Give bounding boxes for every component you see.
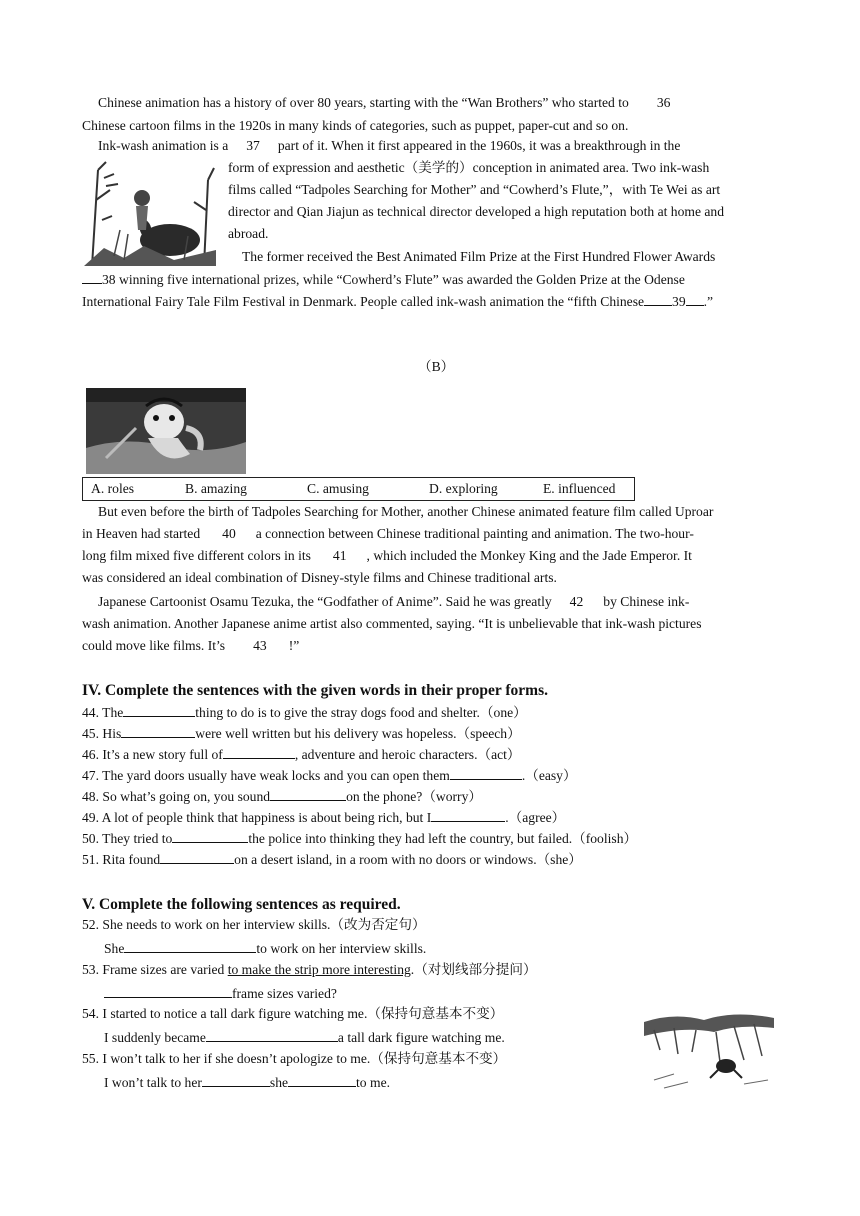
question-46: 46. It’s a new story full of , adventure and heroic characters.（act）: [82, 744, 521, 765]
word-bank-box: [82, 477, 635, 501]
section-iv-heading: IV. Complete the sentences with the given words in their proper forms.: [82, 682, 548, 699]
blank-37: 37: [246, 138, 260, 153]
blank-36: 36: [656, 95, 671, 110]
blank-39: 39: [672, 294, 686, 309]
option-e: E. influenced: [543, 481, 616, 496]
answer-blank[interactable]: [123, 702, 195, 717]
option-b: B. amazing: [185, 481, 247, 496]
paragraph-b2-line3: could move like films. It’s 43 !”: [82, 638, 300, 653]
answer-blank[interactable]: [121, 723, 195, 738]
question-48: 48. So what’s going on, you sound on the phone?（worry）: [82, 786, 482, 807]
paragraph-a2-line2: form of expression and aesthetic（美学的）conception in animated area. Two ink-wash: [228, 160, 710, 175]
answer-blank[interactable]: [431, 807, 505, 822]
question-54: 54. I started to notice a tall dark figure watching me.（保持句意基本不变）: [82, 1006, 504, 1021]
answer-blank[interactable]: [288, 1072, 356, 1087]
answer-52: She to work on her interview skills.: [104, 938, 426, 959]
paragraph-a2-line5: abroad.: [228, 226, 269, 241]
question-52: 52. She needs to work on her interview skills.（改为否定句）: [82, 917, 426, 932]
question-53: 53. Frame sizes are varied to make the strip more interesting.（对划线部分提问）: [82, 962, 537, 977]
answer-blank[interactable]: [450, 765, 522, 780]
paragraph-a2-line3: films called “Tadpoles Searching for Mother” and “Cowherd’s Flute,”，with Te Wei as art: [228, 182, 721, 197]
answer-blank[interactable]: [104, 983, 232, 998]
blank-41: 41: [332, 548, 347, 563]
paragraph-a1: Chinese animation has a history of over 80 years, starting with the “Wan Brothers” who started to 36 Chinese cartoon films in the 1920s in many kinds of categories, such as puppet, paper-cut and so on.: [82, 95, 671, 133]
answer-blank[interactable]: [124, 938, 256, 953]
paragraph-a3-line2: 38 winning five international prizes, while “Cowherd’s Flute” was awarded the Golden Prize at the Odense: [82, 269, 685, 290]
tadpole-illustration: [84, 160, 216, 266]
paragraph-b2-line1: Japanese Cartoonist Osamu Tezuka, the “Godfather of Anime”. Said he was greatly 42 by Chinese ink-: [98, 594, 690, 609]
question-51: 51. Rita found on a desert island, in a room with no doors or windows.（she）: [82, 849, 582, 870]
paragraph-a3-line3: International Fairy Tale Film Festival in Denmark. People called ink-wash animation the “fifth Chinese 39 .”: [82, 291, 713, 312]
answer-53: frame sizes varied?: [104, 983, 337, 1004]
blank-38: 38: [102, 272, 116, 287]
blank-43: 43: [253, 638, 267, 653]
question-45: 45. His were well written but his delivery was hopeless.（speech）: [82, 723, 521, 744]
paragraph-b1-line4: was considered an ideal combination of Disney-style films and Chinese traditional arts.: [82, 570, 557, 585]
blank-40: 40: [222, 526, 236, 541]
paragraph-b1-line3: long film mixed five different colors in its 41 , which included the Monkey King and the Jade Emperor. It: [82, 548, 692, 563]
answer-55: I won’t talk to her she to me.: [104, 1072, 390, 1093]
answer-blank[interactable]: [206, 1027, 338, 1042]
ink-wash-frog-illustration: [644, 1010, 774, 1094]
paragraph-a2-line1: Ink-wash animation is a 37 part of it. When it first appeared in the 1960s, it was a breakthrough in the: [98, 138, 681, 153]
uproar-in-heaven-illustration: [86, 388, 246, 474]
option-a: A. roles: [91, 481, 135, 496]
question-55: 55. I won’t talk to her if she doesn’t apologize to me.（保持句意基本不变）: [82, 1051, 507, 1066]
blank-42: 42: [569, 594, 584, 609]
question-44: 44. The thing to do is to give the stray dogs food and shelter.（one）: [82, 702, 527, 723]
question-50: 50. They tried to the police into thinking they had left the country, but failed.（foolish）: [82, 828, 637, 849]
section-v-heading: V. Complete the following sentences as required.: [82, 896, 401, 913]
paragraph-b2-line2: wash animation. Another Japanese anime artist also commented, saying. “It is unbelievable that ink-wash pictures: [82, 616, 702, 631]
question-49: 49. A lot of people think that happiness is about being rich, but I .（agree）: [82, 807, 565, 828]
answer-blank[interactable]: [270, 786, 346, 801]
section-b-label: （B）: [418, 359, 455, 374]
option-d: D. exploring: [429, 481, 498, 496]
question-47: 47. The yard doors usually have weak locks and you can open them .（easy）: [82, 765, 577, 786]
paragraph-a3-line1: The former received the Best Animated Film Prize at the First Hundred Flower Awards: [242, 249, 716, 264]
option-c: C. amusing: [307, 481, 369, 496]
answer-blank[interactable]: [202, 1072, 270, 1087]
answer-blank[interactable]: [223, 744, 295, 759]
answer-blank[interactable]: [172, 828, 248, 843]
answer-blank[interactable]: [160, 849, 234, 864]
paragraph-b1-line1: But even before the birth of Tadpoles Searching for Mother, another Chinese animated feature film called Uproar: [98, 504, 714, 519]
answer-54: I suddenly became a tall dark figure watching me.: [104, 1027, 505, 1048]
paragraph-a2-line4: director and Qian Jiajun as technical director developed a high reputation both at home and: [228, 204, 724, 219]
paragraph-b1-line2: in Heaven had started 40 a connection between Chinese traditional painting and animation. The two-hour-: [82, 526, 694, 541]
